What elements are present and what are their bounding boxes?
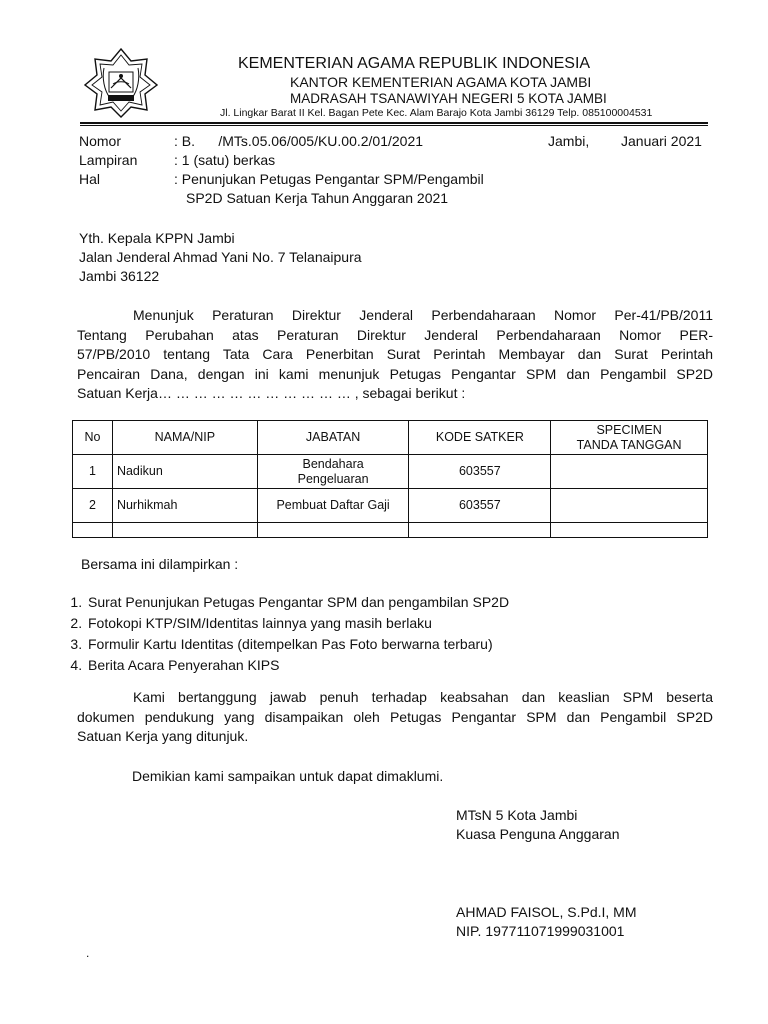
cell-nama: Nadikun — [112, 455, 257, 489]
cell-empty — [257, 523, 409, 538]
signature-name: AHMAD FAISOL, S.Pd.I, MM — [456, 904, 637, 920]
body-1-line: Tentang Perubahan atas Peraturan Direktur Jenderal Perbendaharaan Nomor PER- — [77, 326, 713, 343]
hal-label: Hal — [79, 171, 101, 187]
header-specimen — [551, 421, 708, 455]
table-row-empty — [73, 523, 708, 538]
body-1-line: 57/PB/2010 tentang Tata Cara Penerbitan Surat Perintah Membayar dan Surat Perintah — [77, 346, 713, 362]
body-2-line: Kami bertanggung jawab penuh terhadap keabsahan dan keaslian SPM beserta — [133, 689, 713, 705]
letterhead-address: Jl. Lingkar Barat II Kel. Bagan Pete Kec. Alam Barajo Kota Jambi 36129 Telp. 085100004531 — [220, 107, 653, 119]
cell-signature — [551, 489, 708, 523]
letterhead-ministry: KEMENTERIAN AGAMA REPUBLIK INDONESIA — [238, 55, 591, 72]
table-header-row — [73, 421, 708, 455]
cell-nama: Nurhikmah — [112, 489, 257, 523]
letter-place: Jambi, — [548, 133, 590, 149]
closing-sentence: Demikian kami sampaikan untuk dapat dimaklumi. — [132, 768, 444, 784]
cell-empty — [551, 523, 708, 538]
letterhead-office: KANTOR KEMENTERIAN AGAMA KOTA JAMBI — [290, 74, 592, 90]
list-item: 3. Formulir Kartu Identitas (ditempelkan Pas Foto berwarna terbaru) — [86, 634, 509, 655]
header-jabatan: JABATAN — [257, 421, 409, 455]
cell-no: 2 — [73, 489, 113, 523]
cell-jabatan: Pembuat Daftar Gaji — [257, 489, 409, 523]
staff-table — [72, 420, 708, 538]
body-2-line: dokumen pendukung yang disampaikan oleh Petugas Pengantar SPM dan Pengambil SP2D — [77, 708, 713, 725]
hal-value-line1: : Penunjukan Petugas Pengantar SPM/Pengambil — [174, 171, 484, 187]
cell-jabatan-line1: Bendahara — [302, 456, 364, 471]
lampiran-label: Lampiran — [79, 152, 138, 168]
table-row — [73, 489, 708, 523]
table-row — [73, 455, 708, 489]
cell-jabatan — [257, 455, 409, 489]
hal-value-line2: SP2D Satuan Kerja Tahun Anggaran 2021 — [186, 190, 449, 206]
body-1-line: Menunjuk Peraturan Direktur Jenderal Perbendaharaan Nomor Per-41/PB/2011 — [133, 307, 713, 323]
recipient-address: Jalan Jenderal Ahmad Yani No. 7 Telanaipura — [79, 249, 362, 265]
recipient-title: Yth. Kepala KPPN Jambi — [79, 230, 235, 246]
body-1-line: Satuan Kerja… … … … … … … … … … … , sebagai berikut : — [77, 385, 466, 401]
cell-kode-satker: 603557 — [409, 489, 551, 523]
letterhead-rule-thin — [80, 125, 708, 126]
list-item: 1. Surat Penunjukan Petugas Pengantar SPM dan pengambilan SP2D — [86, 592, 509, 613]
header-nama: NAMA/NIP — [112, 421, 257, 455]
cell-kode-satker: 603557 — [409, 455, 551, 489]
nomor-value: : B. /MTs.05.06/005/KU.00.2/01/2021 — [174, 133, 424, 149]
body-paragraph-2 — [77, 688, 713, 747]
header-kode-satker: KODE SATKER — [409, 421, 551, 455]
signature-role: Kuasa Penguna Anggaran — [456, 826, 620, 842]
cell-empty — [112, 523, 257, 538]
body-paragraph-1 — [77, 306, 713, 404]
list-item: 4. Berita Acara Penyerahan KIPS — [86, 655, 509, 676]
cell-no: 1 — [73, 455, 113, 489]
cell-empty — [409, 523, 551, 538]
lampiran-value: : 1 (satu) berkas — [174, 152, 276, 168]
ministry-emblem-icon — [84, 48, 158, 118]
signature-org: MTsN 5 Kota Jambi — [456, 807, 578, 823]
cell-empty — [73, 523, 113, 538]
header-no: No — [73, 421, 113, 455]
cell-jabatan-line2: Pengeluaran — [297, 471, 369, 486]
body-1-line: Pencairan Dana, dengan ini kami menunjuk Petugas Pengantar SPM dan Pengambil SP2D — [77, 365, 713, 382]
body-2-line: Satuan Kerja yang ditunjuk. — [77, 728, 249, 744]
nomor-label: Nomor — [79, 133, 122, 149]
header-specimen-line1: SPECIMEN — [596, 422, 662, 437]
signature-nip: NIP. 197711071999031001 — [456, 923, 625, 939]
attachments-list — [60, 592, 509, 676]
letterhead-school: MADRASAH TSANAWIYAH NEGERI 5 KOTA JAMBI — [290, 91, 607, 106]
letter-date: Januari 2021 — [621, 133, 702, 149]
cell-signature — [551, 455, 708, 489]
list-item: 2. Fotokopi KTP/SIM/Identitas lainnya yang masih berlaku — [86, 613, 509, 634]
footer-mark: . — [86, 946, 90, 960]
letterhead-rule-thick — [80, 122, 708, 124]
attachments-intro: Bersama ini dilampirkan : — [81, 556, 239, 572]
recipient-city: Jambi 36122 — [79, 268, 160, 284]
header-specimen-line2: TANDA TANGGAN — [576, 437, 682, 452]
